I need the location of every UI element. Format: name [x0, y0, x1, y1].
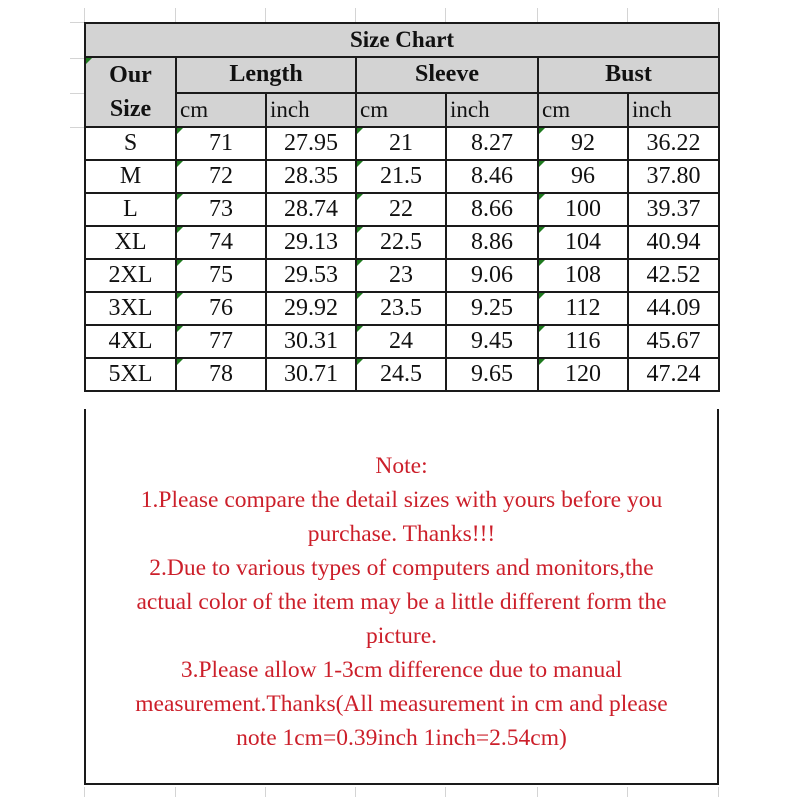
note-line: 2.Due to various types of computers and monitors,the: [149, 555, 654, 581]
sleeve-inch-cell: 9.45: [446, 325, 538, 358]
bust-inch-cell: 40.94: [628, 226, 719, 259]
header-row-units: [85, 93, 719, 127]
gridline: [355, 8, 356, 22]
length-cm-cell: 72: [176, 160, 266, 193]
sleeve-inch-cell: 8.27: [446, 127, 538, 160]
unit-header: cm: [176, 93, 266, 127]
gridline: [70, 22, 84, 23]
size-header-line1: Our: [109, 62, 152, 88]
size-cell: XL: [85, 226, 176, 259]
size-header-line2: Size: [109, 96, 152, 122]
size-cell: 3XL: [85, 292, 176, 325]
gridline: [537, 8, 538, 22]
gridline: [445, 8, 446, 22]
bust-inch-cell: 45.67: [628, 325, 719, 358]
note-heading: Note:: [375, 453, 428, 479]
length-cm-cell: 75: [176, 259, 266, 292]
sleeve-cm-cell: 24: [356, 325, 446, 358]
title-row: [85, 23, 719, 57]
length-inch-cell: 28.74: [266, 193, 356, 226]
gridline: [537, 787, 538, 797]
size-chart-table: [84, 22, 720, 392]
unit-header: inch: [266, 93, 356, 127]
unit-header: cm: [538, 93, 628, 127]
sleeve-cm-cell: 23.5: [356, 292, 446, 325]
length-inch-cell: 29.13: [266, 226, 356, 259]
length-cm-cell: 74: [176, 226, 266, 259]
table-row: [85, 226, 719, 259]
length-inch-cell: 30.31: [266, 325, 356, 358]
gridline: [627, 8, 628, 22]
note-text: [86, 449, 717, 755]
sleeve-cm-cell: 24.5: [356, 358, 446, 391]
note-box: [84, 409, 719, 785]
bust-inch-cell: 39.37: [628, 193, 719, 226]
bust-header: Bust: [538, 57, 719, 93]
table-row: [85, 292, 719, 325]
bust-cm-cell: 108: [538, 259, 628, 292]
bust-cm-cell: 96: [538, 160, 628, 193]
note-line: purchase. Thanks!!!: [307, 521, 496, 547]
table-row: [85, 127, 719, 160]
length-cm-cell: 76: [176, 292, 266, 325]
note-line: 3.Please allow 1-3cm difference due to manual: [180, 657, 623, 683]
table-title: Size Chart: [85, 23, 719, 57]
note-line: actual color of the item may be a little different form the: [136, 589, 667, 615]
size-cell: 4XL: [85, 325, 176, 358]
table-row: [85, 259, 719, 292]
sleeve-cm-cell: 22.5: [356, 226, 446, 259]
note-line: measurement.Thanks(All measurement in cm and please: [135, 691, 668, 717]
table-row: [85, 193, 719, 226]
size-cell: L: [85, 193, 176, 226]
gridline: [265, 787, 266, 797]
note-line: picture.: [365, 623, 438, 649]
gridline: [70, 58, 84, 59]
gridline: [718, 787, 719, 797]
header-row-groups: [85, 57, 719, 93]
length-inch-cell: 28.35: [266, 160, 356, 193]
unit-header: inch: [628, 93, 719, 127]
sleeve-inch-cell: 9.65: [446, 358, 538, 391]
gridline: [355, 787, 356, 797]
note-line: 1.Please compare the detail sizes with yours before you: [140, 487, 663, 513]
length-header: Length: [176, 57, 356, 93]
bust-cm-cell: 92: [538, 127, 628, 160]
length-inch-cell: 27.95: [266, 127, 356, 160]
size-column-header: [85, 57, 176, 127]
gridline: [70, 127, 84, 128]
length-inch-cell: 30.71: [266, 358, 356, 391]
gridline: [627, 787, 628, 797]
length-inch-cell: 29.92: [266, 292, 356, 325]
table-row: [85, 358, 719, 391]
gridline: [718, 8, 719, 22]
table-row: [85, 160, 719, 193]
bust-cm-cell: 104: [538, 226, 628, 259]
bust-inch-cell: 44.09: [628, 292, 719, 325]
sleeve-cm-cell: 23: [356, 259, 446, 292]
size-cell: 2XL: [85, 259, 176, 292]
bust-inch-cell: 36.22: [628, 127, 719, 160]
length-cm-cell: 78: [176, 358, 266, 391]
gridline: [70, 93, 84, 94]
gridline: [175, 8, 176, 22]
length-cm-cell: 77: [176, 325, 266, 358]
bust-cm-cell: 120: [538, 358, 628, 391]
sleeve-inch-cell: 8.46: [446, 160, 538, 193]
sleeve-cm-cell: 21.5: [356, 160, 446, 193]
gridline: [445, 787, 446, 797]
bust-cm-cell: 112: [538, 292, 628, 325]
sleeve-header: Sleeve: [356, 57, 538, 93]
size-cell: S: [85, 127, 176, 160]
bust-inch-cell: 37.80: [628, 160, 719, 193]
sleeve-cm-cell: 22: [356, 193, 446, 226]
sleeve-inch-cell: 9.25: [446, 292, 538, 325]
bust-cm-cell: 116: [538, 325, 628, 358]
unit-header: cm: [356, 93, 446, 127]
unit-header: inch: [446, 93, 538, 127]
gridline: [265, 8, 266, 22]
sleeve-inch-cell: 9.06: [446, 259, 538, 292]
bust-cm-cell: 100: [538, 193, 628, 226]
sleeve-inch-cell: 8.66: [446, 193, 538, 226]
length-cm-cell: 73: [176, 193, 266, 226]
length-cm-cell: 71: [176, 127, 266, 160]
length-inch-cell: 29.53: [266, 259, 356, 292]
bust-inch-cell: 42.52: [628, 259, 719, 292]
gridline: [84, 8, 85, 22]
note-line: note 1cm=0.39inch 1inch=2.54cm): [236, 725, 567, 751]
sleeve-cm-cell: 21: [356, 127, 446, 160]
sleeve-inch-cell: 8.86: [446, 226, 538, 259]
size-cell: M: [85, 160, 176, 193]
table-row: [85, 325, 719, 358]
bust-inch-cell: 47.24: [628, 358, 719, 391]
gridline: [175, 787, 176, 797]
size-cell: 5XL: [85, 358, 176, 391]
gridline: [84, 787, 85, 797]
